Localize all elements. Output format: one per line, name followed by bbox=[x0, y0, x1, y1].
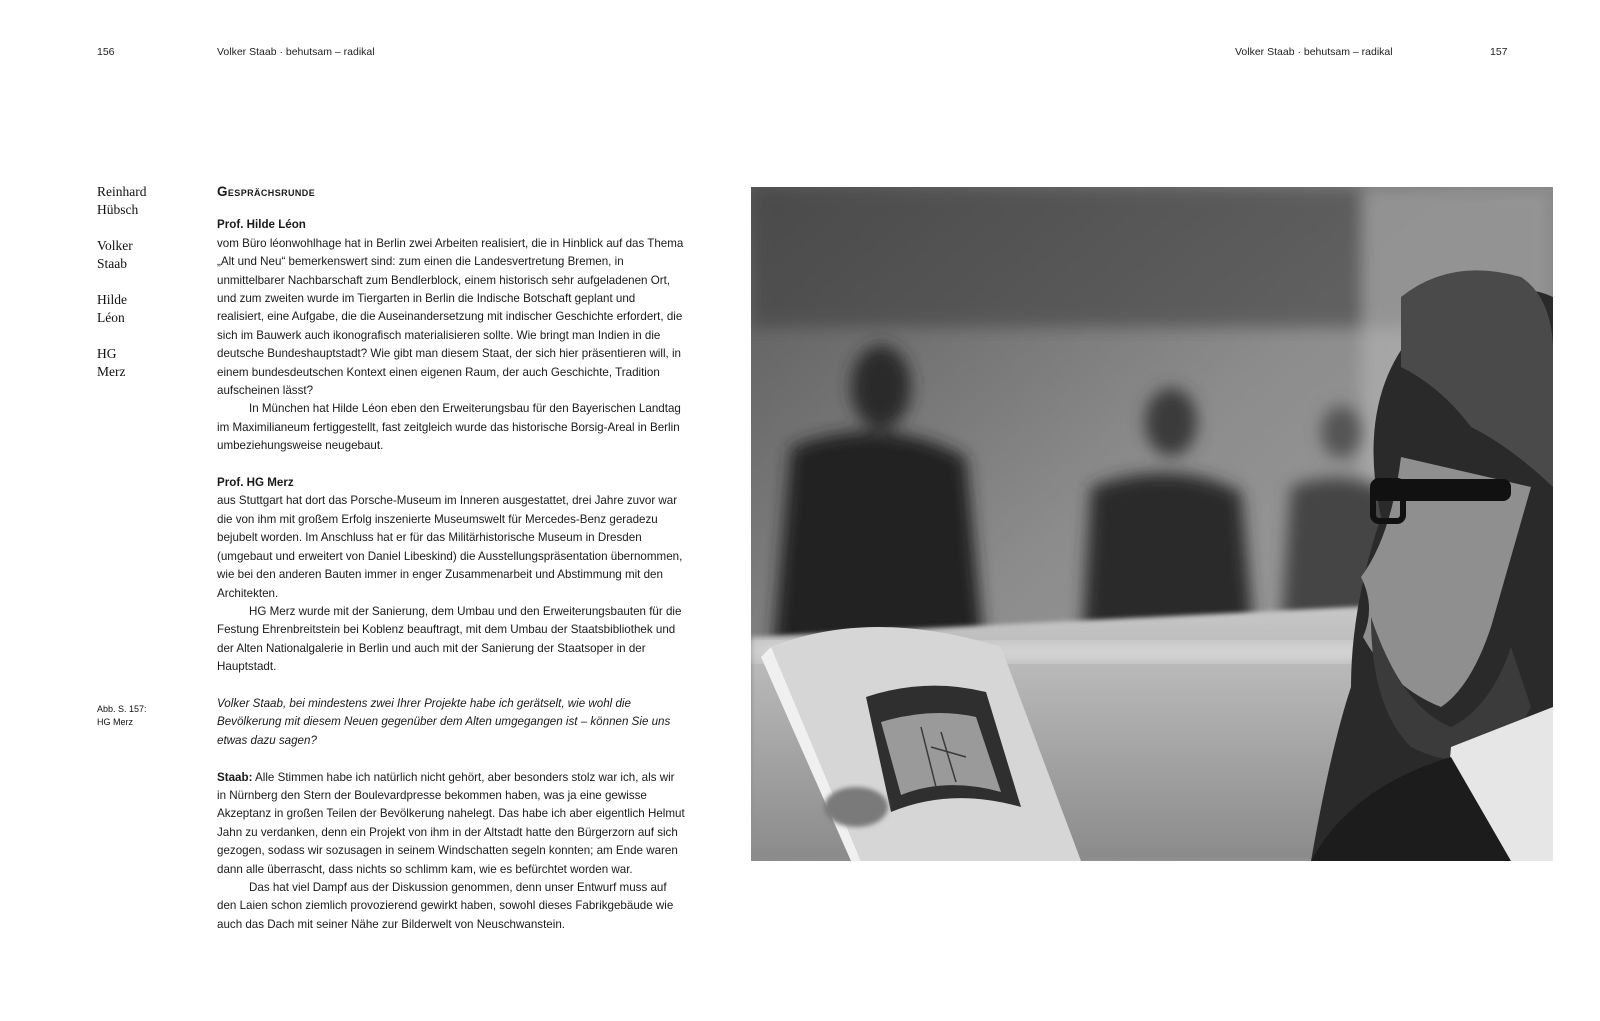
left-running-title: Volker Staab · behutsam – radikal bbox=[217, 46, 375, 58]
right-running-title: Volker Staab · behutsam – radikal bbox=[1235, 46, 1393, 58]
participant-name bbox=[97, 183, 197, 219]
paragraph: In München hat Hilde Léon eben den Erweiterungsbau für den Bayerischen Landtag im Maximilianeum fertiggestellt, fast zeitgleich wurde das historische Borsig-Areal in Berlin umbeziehungsweise neugebaut. bbox=[217, 402, 681, 453]
speaker-heading-merz: Prof. HG Merz bbox=[217, 476, 294, 490]
paragraph: vom Büro léonwohlhage hat in Berlin zwei Arbeiten realisiert, die in Hinblick auf das Thema „Alt und Neu“ bemerkenswert sind: zum einen die Landesvertretung Bremen, in unmittelbarer Nachbarschaft zum Bendlerblock, einem historisch sehr aufgeladenen Ort, und zum zweiten wurde im Tiergarten in Berlin die Indische Botschaft geplant und realisiert, eine Aufgabe, die die Auseinandersetzung mit indischer Geschichte erfordert, die sich im Bauwerk auch ikonografisch materialisieren sollte. Wie bringt man Indien in die deutsche Bundeshauptstadt? Wie gibt man diesem Staat, der sich hier präsentieren will, in einem bundesdeutschen Kontext einen eigenen Raum, der auch Geschichte, Tradition aufscheinen lässt? bbox=[217, 236, 684, 398]
paragraph: aus Stuttgart hat dort das Porsche-Museum im Inneren ausgestattet, drei Jahre zuvor war die von ihm mit großem Erfolg inszenierte Museumswelt für Mercedes-Benz geradezu bejubelt worden. Im Anschluss hat er für das Militärhistorische Museum in Dresden (umgebaut und erweitert von Daniel Libeskind) die Ausstellungspräsentation übernommen, wie bei den anderen Bauten immer in enger Zusammenarbeit und Abstimmung mit den Architekten. bbox=[217, 494, 683, 600]
interview-answer bbox=[217, 769, 685, 879]
photo-image bbox=[751, 187, 1553, 861]
participant-first-name: HG bbox=[97, 346, 117, 361]
participant-name bbox=[97, 291, 197, 327]
answer-text: Alle Stimmen habe ich natürlich nicht gehört, aber besonders stolz war ich, als wir in Nürnberg den Stern der Boulevardpresse bekommen haben, was ja eine gewisse Akzeptanz in großen Teilen der Bevölkerung nahelegt. Das habe ich aber eigentlich Helmut Jahn zu verdanken, denn ein Projekt von ihm in der Altstadt hatte den Bürgerzorn auf sich gezogen, sodass wir sozusagen in seinem Windschatten segeln konnten; am Ende waren dann alle überrascht, dass nichts so schlimm kam, wie es befürchtet worden war. bbox=[217, 770, 685, 876]
participant-first-name: Reinhard bbox=[97, 184, 147, 199]
speaker-heading-leon: Prof. Hilde Léon bbox=[217, 218, 306, 232]
participant-last-name: Staab bbox=[97, 256, 127, 271]
paragraph: HG Merz wurde mit der Sanierung, dem Umbau und den Erweiterungsbauten für die Festung Ehrenbreitstein bei Koblenz beauftragt, mit dem Umbau der Staatsbibliothek und der Alten Nationalgalerie in Berlin und auch mit der Sanierung der Staatsoper in der Hauptstadt. bbox=[217, 604, 682, 674]
caption-name: HG Merz bbox=[97, 716, 133, 727]
participant-last-name: Léon bbox=[97, 310, 125, 325]
participant-name bbox=[97, 345, 197, 381]
participant-first-name: Hilde bbox=[97, 292, 127, 307]
portrait-photo bbox=[751, 187, 1553, 861]
participant-list bbox=[97, 183, 197, 399]
interview-question: Volker Staab, bei mindestens zwei Ihrer Projekte habe ich gerätselt, wie wohl die Bevölkerung mit diesem Neuen gegenüber dem Alten umgegangen ist – können Sie uns etwas dazu sagen? bbox=[217, 696, 671, 747]
right-page-number: 157 bbox=[1490, 46, 1508, 58]
participant-first-name: Volker bbox=[97, 238, 133, 253]
photo-caption bbox=[97, 703, 197, 728]
participant-name bbox=[97, 237, 197, 273]
paragraph: Das hat viel Dampf aus der Diskussion genommen, denn unser Entwurf muss auf den Laien schon ziemlich provozierend gewirkt haben, sowohl dieses Fabrikgebäude wie auch das Dach mit seiner Nähe zur Bilderwelt von Neuschwanstein. bbox=[217, 880, 674, 931]
article-body bbox=[217, 183, 685, 934]
participant-last-name: Merz bbox=[97, 364, 126, 379]
left-page-number: 156 bbox=[97, 46, 115, 58]
answer-speaker: Staab: bbox=[217, 770, 253, 784]
caption-reference: Abb. S. 157: bbox=[97, 704, 147, 714]
participant-last-name: Hübsch bbox=[97, 202, 139, 217]
section-heading: Gesprächsrunde bbox=[217, 184, 316, 199]
